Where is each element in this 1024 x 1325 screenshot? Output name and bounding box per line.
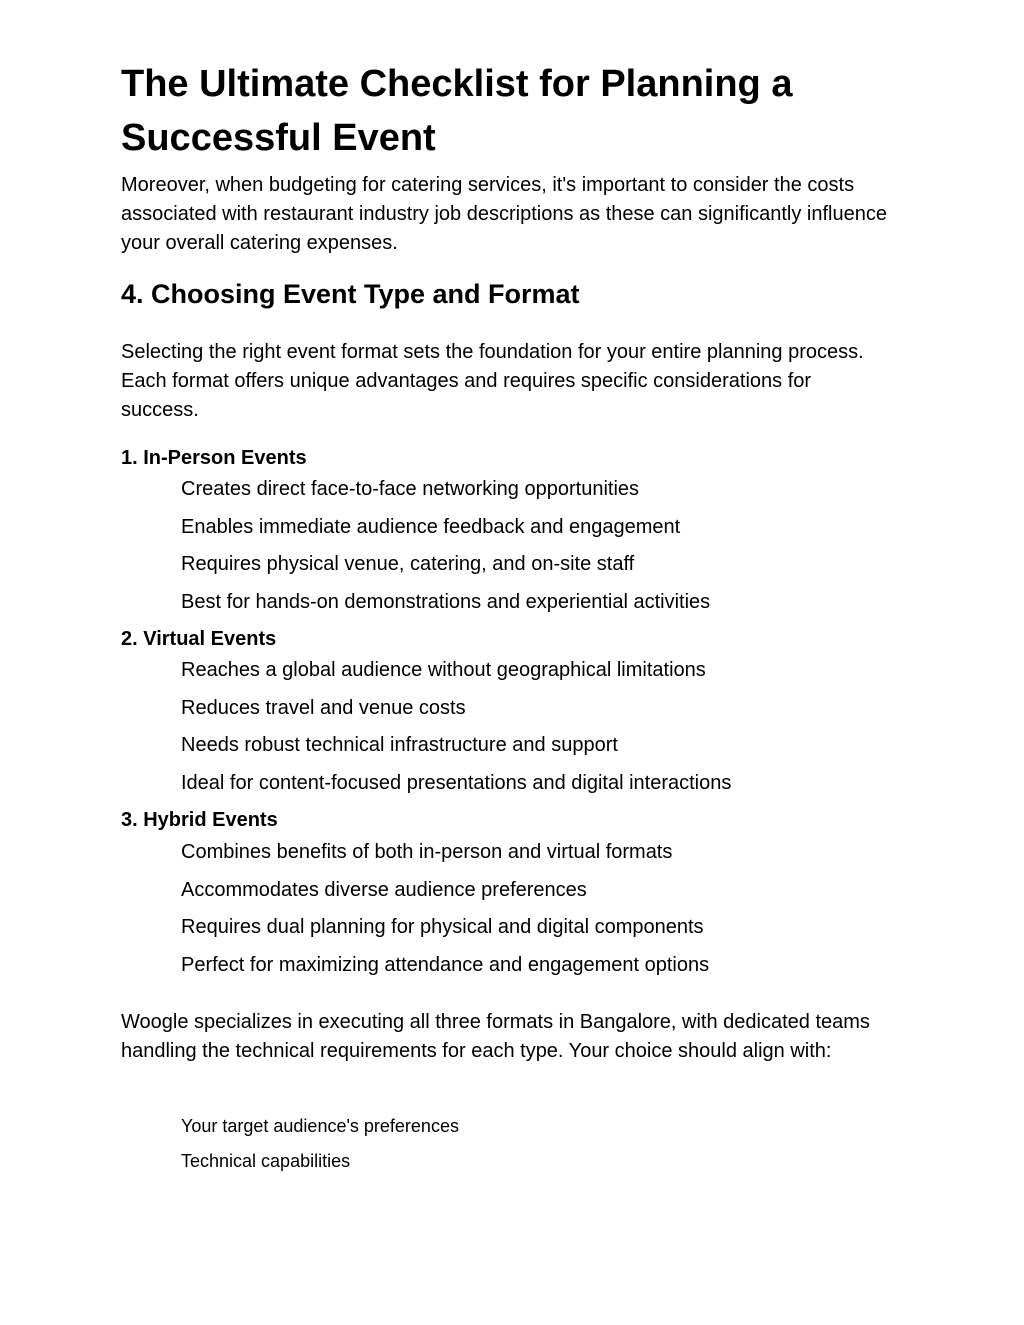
alignment-list (181, 1114, 459, 1184)
format-title-hybrid: 3. Hybrid Events (121, 809, 278, 831)
intro-paragraph: Moreover, when budgeting for catering services, it's important to consider the costs associated with restaurant industry job descriptions as these can significantly influence your overall catering expenses. (121, 174, 887, 254)
list-item: Best for hands-on demonstrations and experiential activities (181, 590, 711, 613)
format-points-in-person (181, 476, 881, 626)
list-item: Reaches a global audience without geographical limitations (181, 659, 706, 681)
format-title-virtual: 2. Virtual Events (121, 628, 277, 650)
list-item: Your target audience's preferences (181, 1116, 459, 1136)
list-item: Needs robust technical infrastructure and support (181, 734, 618, 757)
format-points-virtual (181, 657, 881, 807)
format-points-hybrid (181, 839, 881, 989)
list-item: Combines benefits of both in-person and virtual formats (181, 841, 673, 863)
closing-paragraph: Woogle specializes in executing all three formats in Bangalore, with dedicated teams handling the technical requirements for each type. Your choice should align with: (121, 1011, 870, 1062)
list-item: Accommodates diverse audience preferences (181, 878, 587, 901)
section-intro-paragraph: Selecting the right event format sets the foundation for your entire planning process. Each format offers unique advantages and requires specific considerations for success. (121, 341, 864, 421)
list-item: Ideal for content-focused presentations and digital interactions (181, 771, 732, 794)
list-item: Requires physical venue, catering, and on-site staff (181, 553, 635, 576)
list-item: Creates direct face-to-face networking opportunities (181, 478, 640, 500)
list-item: Perfect for maximizing attendance and engagement options (181, 953, 710, 976)
list-item: Reduces travel and venue costs (181, 696, 466, 719)
list-item: Enables immediate audience feedback and engagement (181, 515, 681, 538)
list-item: Technical capabilities (181, 1151, 351, 1171)
document-title: The Ultimate Checklist for Planning a Successful Event (121, 63, 793, 159)
section-heading: 4. Choosing Event Type and Format (121, 279, 580, 309)
list-item: Requires dual planning for physical and digital components (181, 916, 704, 939)
format-title-in-person: 1. In-Person Events (121, 447, 307, 469)
